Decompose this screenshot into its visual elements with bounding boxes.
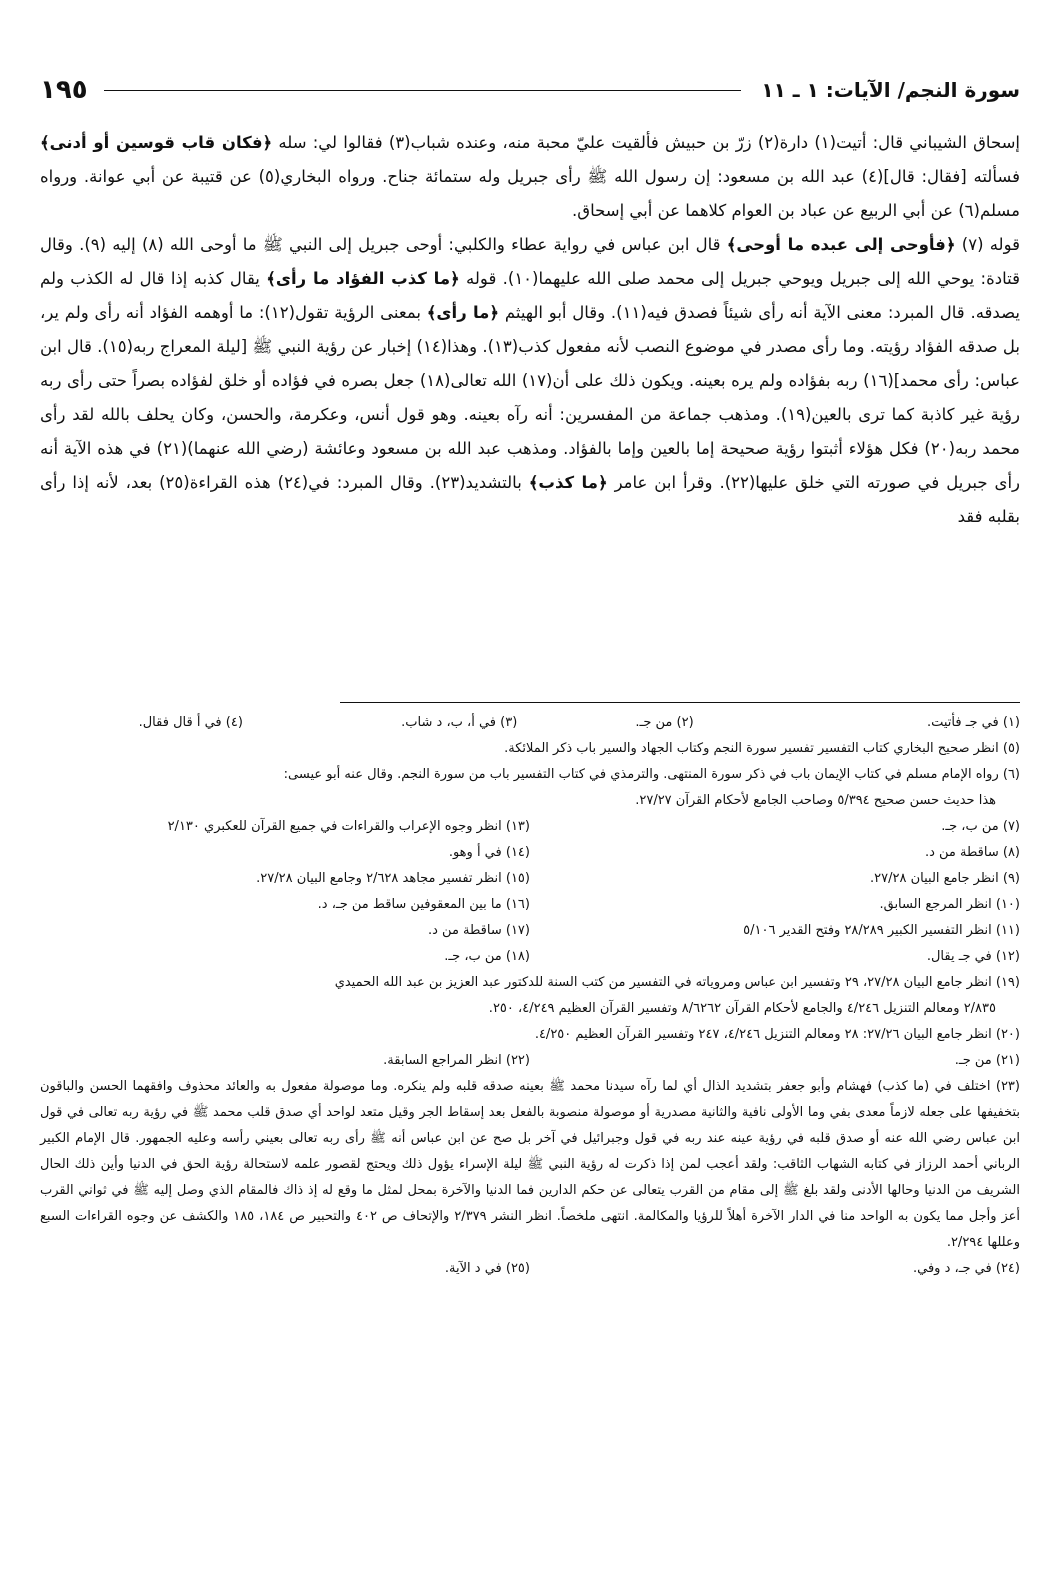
footnote: (١٥) انظر تفسير مجاهد ٢/٦٢٨ وجامع البيان ٢٧/٢٨. (256, 871, 530, 886)
text-run: يقال كذبه إذا قال له الكذب ولم يصدقه. قال المبرد: معنى الآية أنه رأى شيئاً فصدق فيه(١١). وقال أبو الهيثم (40, 269, 1020, 322)
footnote: (١٠) انظر المرجع السابق. (879, 897, 1020, 912)
text-run: قال ابن عباس في رواية عطاء والكلبي: أوحى جبريل إلى النبي ﷺ ما أوحى الله (٨) إليه (٩). وقال قتادة: يوحي الله إلى جبريل ويوحي جبريل إلى محمد صلى الله عليهما(١٠). قوله (40, 235, 1020, 288)
footnote: (٢٠) انظر جامع البيان ٢٧/٢٦: ٢٨ ومعالم التنزيل ٤/٢٤٦، ٢٤٧ وتفسير القرآن العظيم ٤/٢٥٠. (534, 1027, 1020, 1042)
book-page (40, 70, 1020, 1550)
footnotes (40, 710, 1020, 1282)
footnote: (٢٢) انظر المراجع السابقة. (383, 1053, 530, 1068)
footnote: (١٦) ما بين المعقوفين ساقط من جـ، د. (317, 897, 530, 912)
footnote: (١٨) من ب، جـ. (444, 949, 530, 964)
footnote-row (40, 1256, 1020, 1282)
main-text (40, 126, 1020, 534)
footnote-row (40, 918, 1020, 944)
text-run: فسألته [فقال: قال](٤) عبد الله بن مسعود: إن رسول الله ﷺ رأى جبريل وله ستمائة جناح. ورواه البخاري(٥) عن قتيبة عن أبي عوانة. ورواه مسلم(٦) عن أبي الربيع عن عباد بن العوام كلاهما عن أبي إسحاق. (40, 167, 1020, 220)
footnote: (٢١) من جـ. (954, 1053, 1020, 1068)
text-run: إسحاق الشيباني قال: أتيت(١) دارة(٢) زرّ بن حبيش فألقيت عليّ محبة منه، وعنده شباب(٣) فقالوا لي: سله (278, 133, 1021, 152)
footnote: (١٢) في جـ يقال. (926, 949, 1020, 964)
footnote-row (40, 944, 1020, 970)
footnote: (١٧) ساقطة من د. (428, 923, 530, 938)
footnote: (١٩) انظر جامع البيان ٢٧/٢٨، ٢٩ وتفسير ابن عباس ومروياته في التفسير من كتب السنة للدكتور عبد العزيز بن عبد الله الحميدي (334, 975, 1020, 990)
paragraph-2 (40, 228, 1020, 534)
footnote: (٨) ساقطة من د. (924, 845, 1020, 860)
text-run: قوله (٧) (961, 235, 1020, 254)
footnote: (٩) انظر جامع البيان ٢٧/٢٨. (870, 871, 1020, 886)
page-number: ١٩٥ (40, 75, 88, 105)
footnote: (٢٥) في د الآية. (444, 1261, 530, 1276)
quran-verse: ﴿ما كذب﴾ (528, 473, 608, 492)
footnote: (٢٤) في جـ، د وفي. (913, 1261, 1020, 1276)
footnote: (١١) انظر التفسير الكبير ٢٨/٢٨٩ وفتح القدير ٥/١٠٦ (743, 923, 1020, 938)
footnote-row (40, 814, 1020, 840)
footnote: ٢/٨٣٥ ومعالم التنزيل ٤/٢٤٦ والجامع لأحكام القرآن ٨/٦٢٦٢ وتفسير القرآن العظيم ٤/٢٤٩، ٢٥٠. (488, 1001, 996, 1016)
footnote: (١٣) انظر وجوه الإعراب والقراءات في جميع القرآن للعكبري ٢/١٣٠ (167, 819, 530, 834)
footnote-row (40, 866, 1020, 892)
quran-verse: ﴿ما كذب الفؤاد ما رأى﴾ (266, 269, 460, 288)
header-rule (104, 90, 742, 91)
running-header (40, 70, 1020, 110)
footnote: (٥) انظر صحيح البخاري كتاب التفسير تفسير سورة النجم وكتاب الجهاد والسير باب ذكر الملائكة. (504, 741, 1020, 756)
footnote: (٦) رواه الإمام مسلم في كتاب الإيمان باب في ذكر سورة المنتهى. والترمذي في كتاب التفسير باب من سورة النجم. وقال عنه أبو عيسى: (283, 767, 1020, 782)
footnote: (١) في جـ فأتيت. (926, 715, 1020, 730)
footnote-separator (340, 702, 1020, 703)
footnote: (٤) في أ قال فقال. (138, 715, 243, 730)
text-run: بالتشديد(٢٣). وقال المبرد: في(٢٤) هذه القراءة(٢٥) بعد، لأنه إذا رأى بقلبه فقد (40, 473, 1020, 526)
surah-title: سورة النجم/ الآيات: ١ ـ ١١ (761, 78, 1020, 102)
footnote: (٧) من ب، جـ. (941, 819, 1020, 834)
footnote: (٣) في أ، ب، د شاب. (401, 715, 518, 730)
footnote-row (40, 892, 1020, 918)
quran-verse: ﴿ما رأى﴾ (426, 303, 500, 322)
footnote: (٢) من جـ. (635, 715, 694, 730)
footnote-row (40, 710, 1020, 736)
footnote-row (40, 840, 1020, 866)
footnote: (١٤) في أ وهو. (448, 845, 530, 860)
paragraph-1 (40, 126, 1020, 228)
footnote: هذا حديث حسن صحيح ٥/٣٩٤ وصاحب الجامع لأحكام القرآن ٢٧/٢٧. (635, 793, 996, 808)
footnote-row (40, 1048, 1020, 1074)
text-run: بمعنى الرؤية تقول(١٢): ما أوهمه الفؤاد أنه رأى ولم ير، بل صدقه الفؤاد رؤيته. وما رأى مصدر في موضوع النصب لأنه مفعول كذب(١٣). وهذا(١٤) إخبار عن رؤية النبي ﷺ [ليلة المعراج ربه(١٥). قال ابن عباس: رأى محمد](١٦) ربه بفؤاده ولم يره بعينه. ويكون ذلك على أن(١٧) الله تعالى(١٨) جعل بصره في فؤاده أو خلق لفؤاده بصراً حتى رأى ربه رؤية غير كاذبة كما ترى بالعين(١٩). ومذهب جماعة من المفسرين: أنه رآه بعينه. وهو قول أنس، وعكرمة، والحسن، وكان يحلف بالله لقد رأى محمد ربه(٢٠) فكل هؤلاء أثبتوا رؤية صحيحة إما بالعين وإما بالفؤاد. ومذهب عبد الله بن مسعود وعائشة (رضي الله عنهما)(٢١) في هذه الآية أنه رأى جبريل في صورته التي خلق عليها(٢٢). وقرأ ابن عامر (40, 303, 1021, 492)
quran-verse: ﴿فأوحى إلى عبده ما أوحى﴾ (726, 235, 956, 254)
quran-verse: ﴿فكان قاب قوسين أو أدنى﴾ (40, 133, 273, 152)
footnote: (٢٣) اختلف في (ما كذب) فهشام وأبو جعفر بتشديد الذال أي لما رآه سيدنا محمد ﷺ بعينه صدقه قلبه ولم ينكره. وما موصولة مفعول به والعائد محذوف وافقهما الحسن والباقون بتخفيفها على جعله لازماً معدى بفي وما الأولى نافية والثانية مصدرية أو موصولة منصوبة بالفعل بعد إسقاط الجر وقيل متعد لواحد أي صدق قلب محمد ﷺ في رؤية ربه تعالى في قول ابن عباس رضي الله عنه أو صدق قلبه في رؤية عينه عند ربه في قول وجبرائيل في آخر بل صح عن ابن عباس أنه ﷺ رأى ربه تعالى بعيني رأسه وعليه الجمهور. قال الإمام الكبير الرباني أحمد الرزاز في كتابه الشهاب الثاقب: ولقد أعجب لمن إذا ذكرت له رؤية النبي ﷺ ليلة الإسراء يؤول ذلك ويحتج لقصور علمه لاستحالة رؤية الحق في الدنيا وأين ذلك الحال الشريف من الدنيا وحالها الأدنى ولقد بلغ ﷺ إلى مقام من القرب يتعالى عن حكم الدارين فما الدنيا والآخرة بمحل لمثل ما وقع له إذ ذاك فالمقام الذي وصل إليه ﷺ في ثواني القرب أعز وأجل مما يكون به الواحد منا في الدار الآخرة أهلاً للرؤيا والمكالمة. انتهى ملخصاً. انظر النشر ٢/٣٧٩ والإتحاف ص ٤٠٢ والتحبير ص ١٨٤، ١٨٥ والكشف عن وجوه القراءات السبع وعللها ٢/٢٩٤. (40, 1079, 1020, 1250)
